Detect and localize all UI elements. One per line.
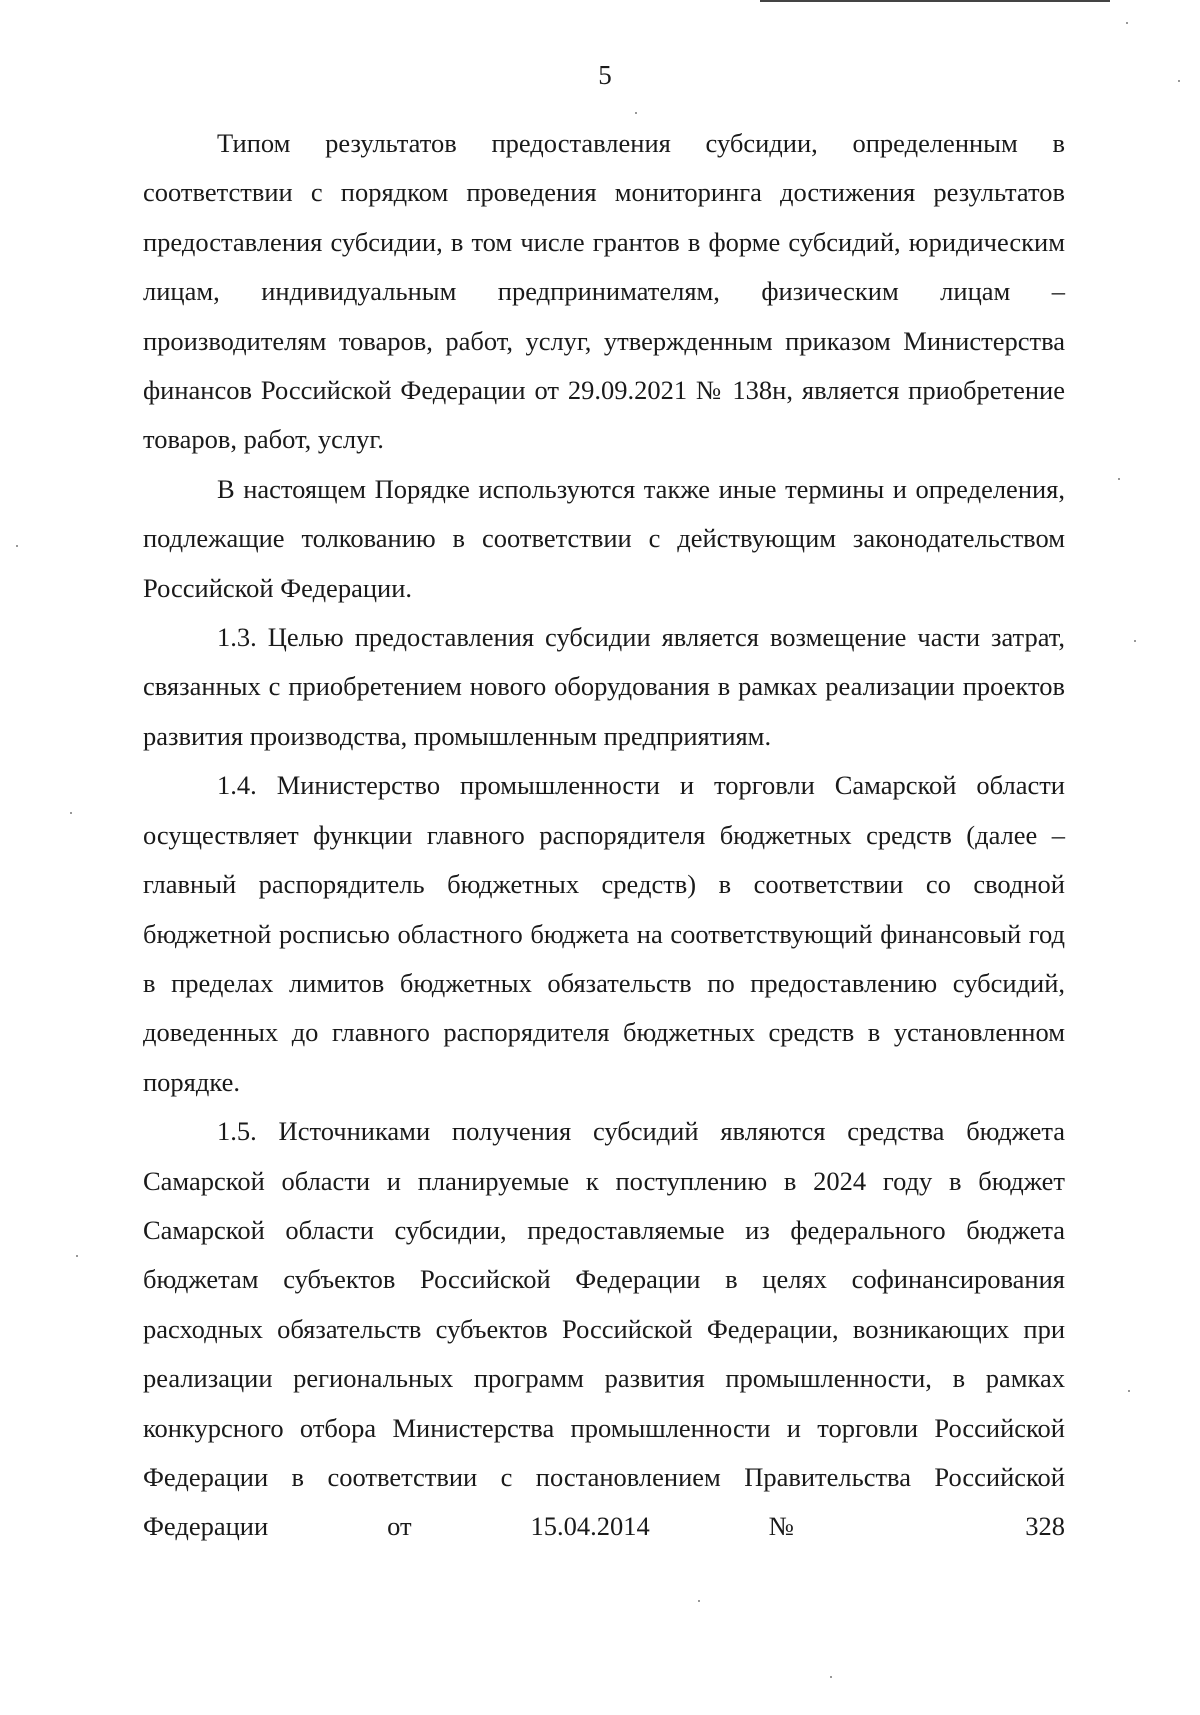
scan-speck: [1126, 22, 1128, 24]
page-number: 5: [598, 60, 612, 90]
scan-speck: [76, 1255, 78, 1257]
paragraph-1-5-sources: 1.5. Источниками получения субсидий являются средства бюджета Самарской области и планируемые к поступлению в 2024 году в бюджет Самарской области субсидии, предоставляемые из федерального бюджета бюджетам субъектов Российской Федерации в целях софинансирования расходных обязательств субъектов Российской Федерации, возникающих при реализации региональных программ развития промышленности, в рамках конкурсного отбора Министерства промышленности и торговли Российской Федерации в соответствии с постановлением Правительства Российской Федерации от 15.04.2014 № 328: [143, 1116, 1065, 1542]
scan-speck: [1178, 80, 1180, 82]
document-body: [143, 119, 1065, 1552]
paragraph-result-type: Типом результатов предоставления субсидии, определенным в соответствии с порядком проведения мониторинга достижения результатов предоставления субсидии, в том числе грантов в форме субсидий, юридическим лицам, индивидуальным предпринимателям, физическим лицам – производителям товаров, работ, услуг, утвержденным приказом Министерства финансов Российской Федерации от 29.09.2021 № 138н, является приобретение товаров, работ, услуг.: [143, 128, 1065, 455]
scan-speck: [1134, 640, 1136, 642]
top-scan-rule: [760, 0, 1110, 2]
paragraph-1-4-ministry: 1.4. Министерство промышленности и торговли Самарской области осуществляет функции главного распорядителя бюджетных средств (далее – главный распорядитель бюджетных средств) в соответствии со сводной бюджетной росписью областного бюджета на соответствующий финансовый год в пределах лимитов бюджетных обязательств по предоставлению субсидий, доведенных до главного распорядителя бюджетных средств в установленном порядке.: [143, 770, 1065, 1097]
scan-speck: [698, 1600, 700, 1602]
scan-speck: [70, 812, 72, 814]
paragraph-1-3-purpose: 1.3. Целью предоставления субсидии является возмещение части затрат, связанных с приобретением нового оборудования в рамках реализации проектов развития производства, промышленным предприятиям.: [143, 622, 1065, 751]
scan-speck: [830, 1676, 832, 1678]
scan-speck: [1118, 478, 1120, 480]
paragraph-terms: В настоящем Порядке используются также иные термины и определения, подлежащие толкованию в соответствии с действующим законодательством Российской Федерации.: [143, 473, 1065, 603]
scan-speck: [16, 545, 18, 547]
scan-speck: [635, 112, 637, 114]
scan-speck: [1128, 1390, 1130, 1392]
